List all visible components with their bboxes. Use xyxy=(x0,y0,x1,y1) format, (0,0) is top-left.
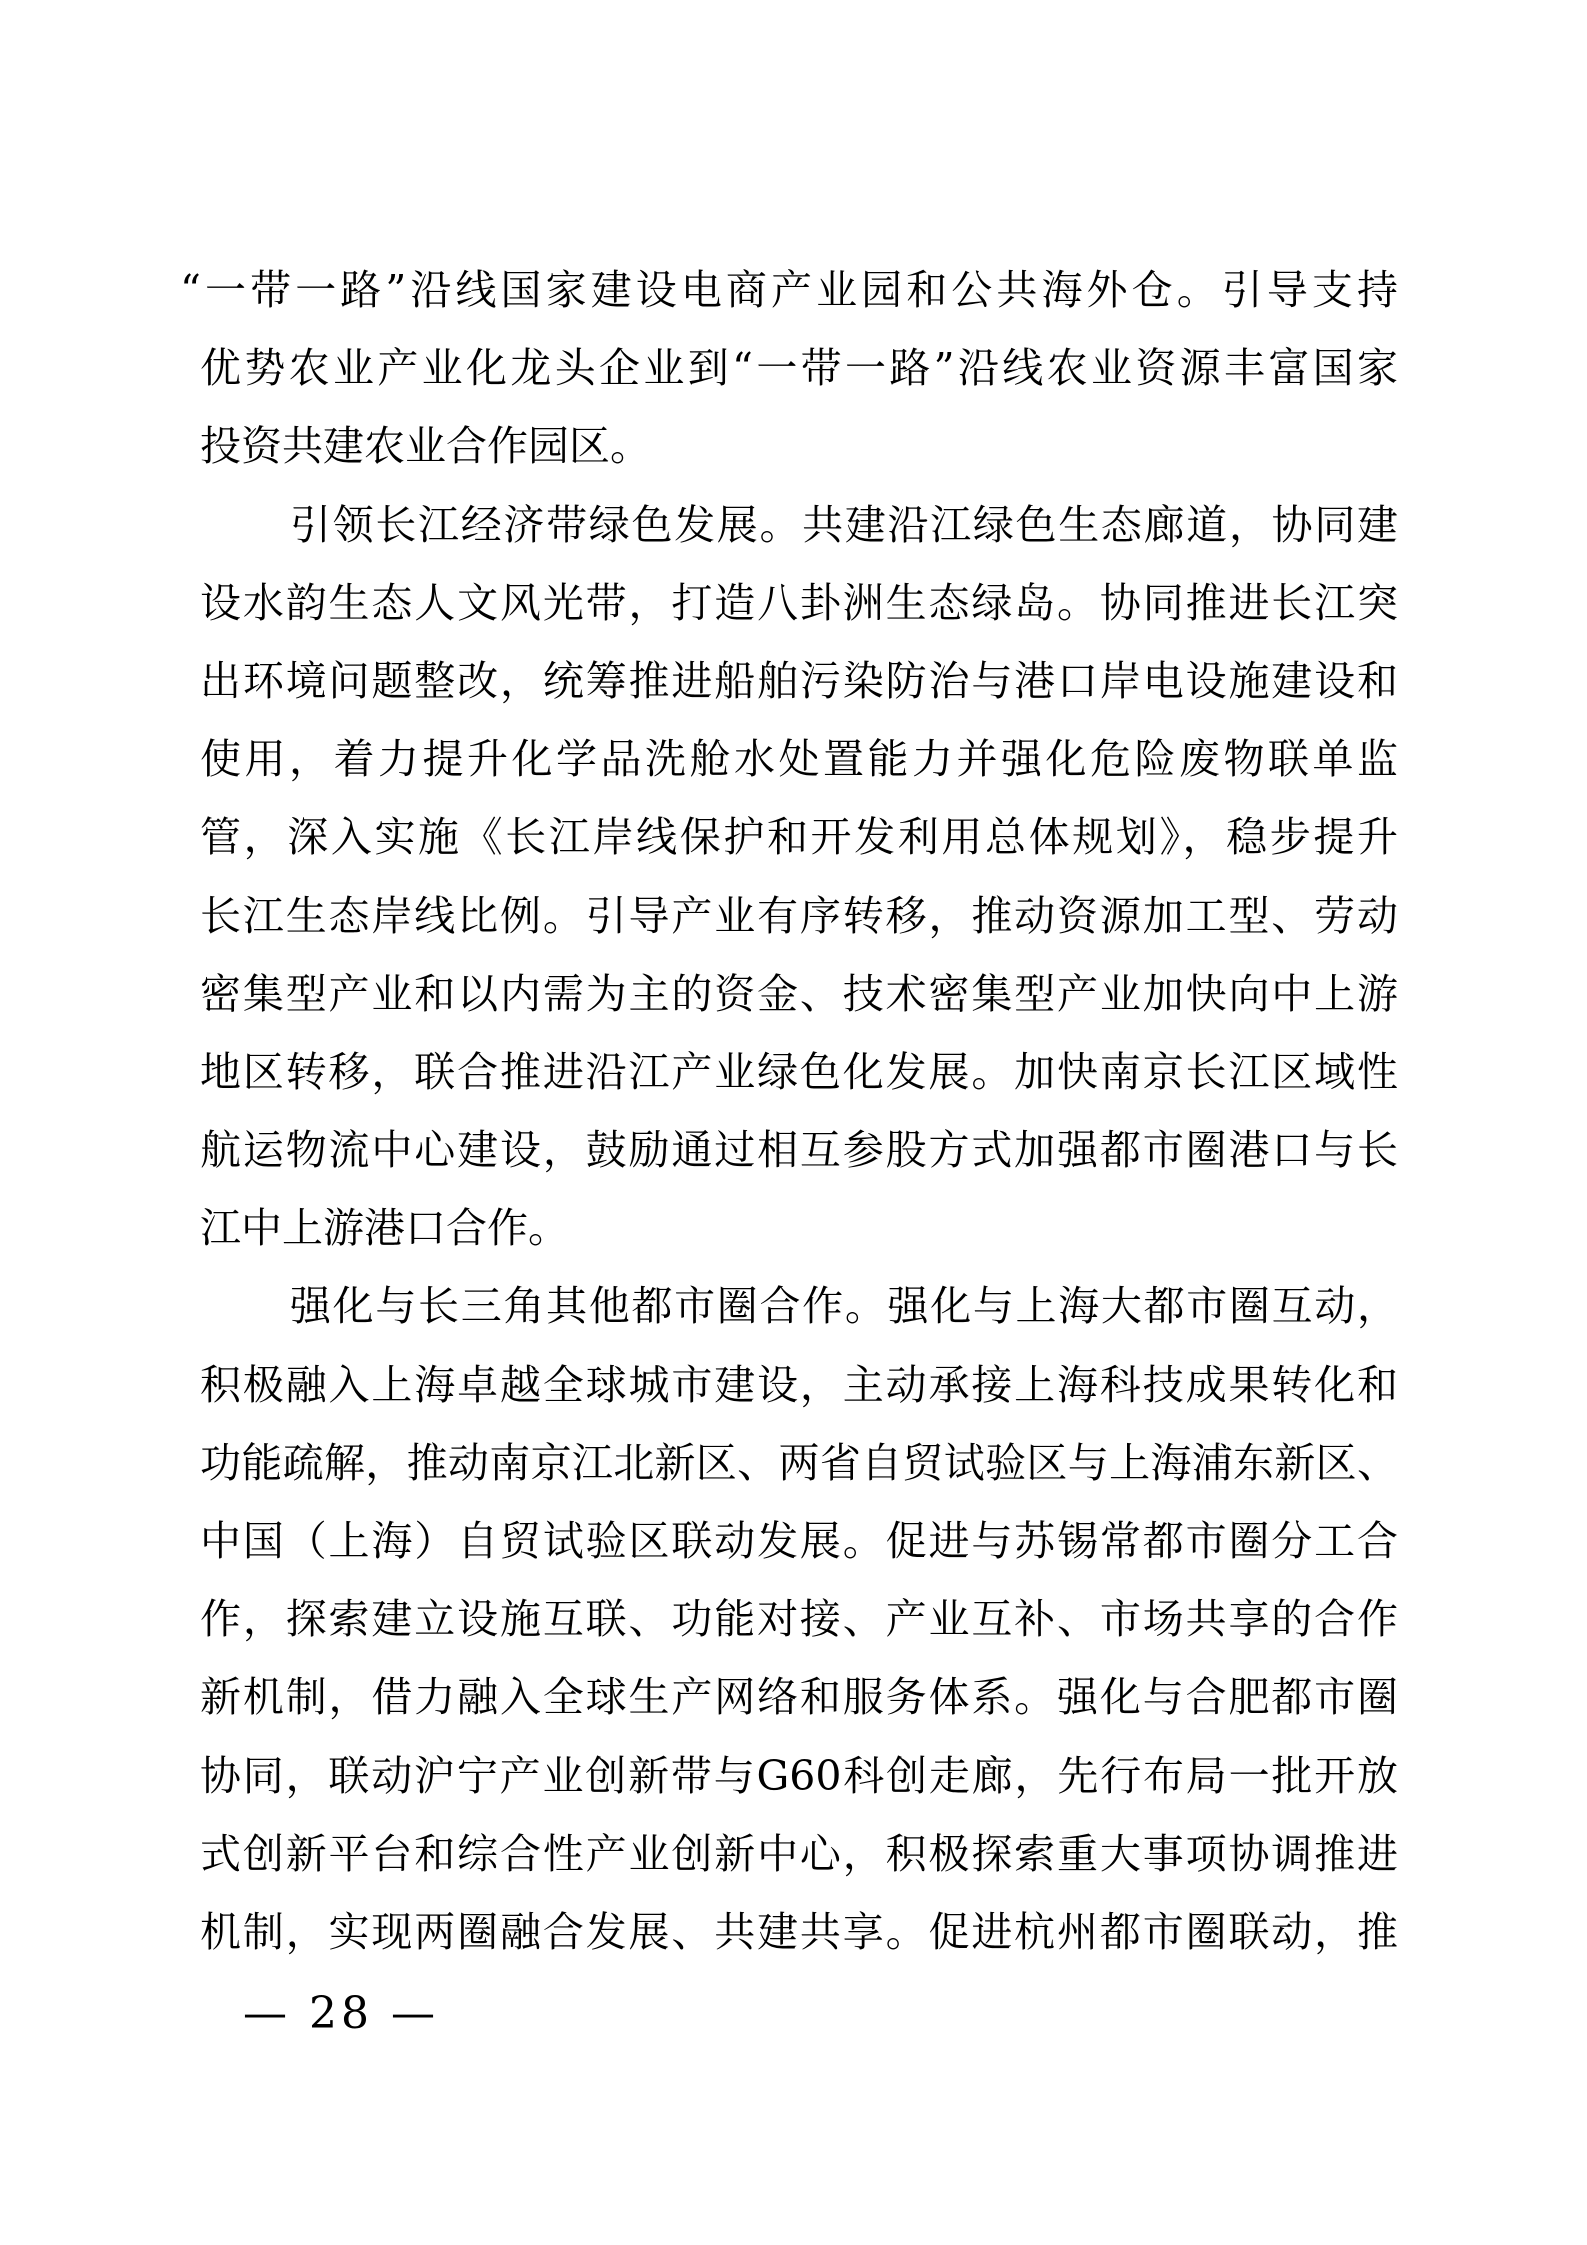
text-line: 引领长江经济带绿色发展。共建沿江绿色生态廊道，协同建 xyxy=(290,500,1398,549)
body-text xyxy=(180,251,1398,1971)
text-line: 强化与长三角其他都市圈合作。强化与上海大都市圈互动， xyxy=(290,1282,1398,1331)
text-line: 机制，实现两圈融合发展、共建共享。促进杭州都市圈联动，推 xyxy=(200,1907,1398,1956)
text-line: 投资共建农业合作园区。 xyxy=(200,422,651,471)
text-line: 使用，着力提升化学品洗舱水处置能力并强化危险废物联单监 xyxy=(200,735,1398,784)
text-line: 管，深入实施《长江岸线保护和开发利用总体规划》，稳步提升 xyxy=(200,813,1398,862)
text-line: 长江生态岸线比例。引导产业有序转移，推动资源加工型、劳动 xyxy=(200,891,1398,940)
text-line: 积极融入上海卓越全球城市建设，主动承接上海科技成果转化和 xyxy=(200,1360,1398,1409)
text-line: 式创新平台和综合性产业创新中心，积极探索重大事项协调推进 xyxy=(200,1829,1398,1878)
text-line: 中国（上海）自贸试验区联动发展。促进与苏锡常都市圈分工合 xyxy=(200,1517,1398,1565)
text-line: 密集型产业和以内需为主的资金、技术密集型产业加快向中上游 xyxy=(200,969,1398,1018)
text-line: 新机制，借力融入全球生产网络和服务体系。强化与合肥都市圈 xyxy=(200,1673,1398,1722)
text-line: 作，探索建立设施互联、功能对接、产业互补、市场共享的合作 xyxy=(200,1595,1398,1644)
text-line: 出环境问题整改，统筹推进船舶污染防治与港口岸电设施建设和 xyxy=(200,656,1398,705)
text-line: 江中上游港口合作。 xyxy=(200,1204,569,1253)
text-line: 航运物流中心建设，鼓励通过相互参股方式加强都市圈港口与长 xyxy=(200,1126,1398,1175)
text-line: 地区转移，联合推进沿江产业绿色化发展。加快南京长江区域性 xyxy=(200,1047,1398,1096)
text-line: 协同，联动沪宁产业创新带与G60科创走廊，先行布局一批开放 xyxy=(200,1751,1398,1800)
text-line: 优势农业产业化龙头企业到“一带一路”沿线农业资源丰富国家 xyxy=(200,344,1398,393)
text-line: 功能疏解，推动南京江北新区、两省自贸试验区与上海浦东新区、 xyxy=(200,1438,1398,1487)
text-line: “一带一路”沿线国家建设电商产业园和公共海外仓。引导支持 xyxy=(180,266,1398,314)
page-number: — 28 — xyxy=(243,1988,439,2039)
text-line: 设水韵生态人文风光带，打造八卦洲生态绿岛。协同推进长江突 xyxy=(200,578,1398,627)
